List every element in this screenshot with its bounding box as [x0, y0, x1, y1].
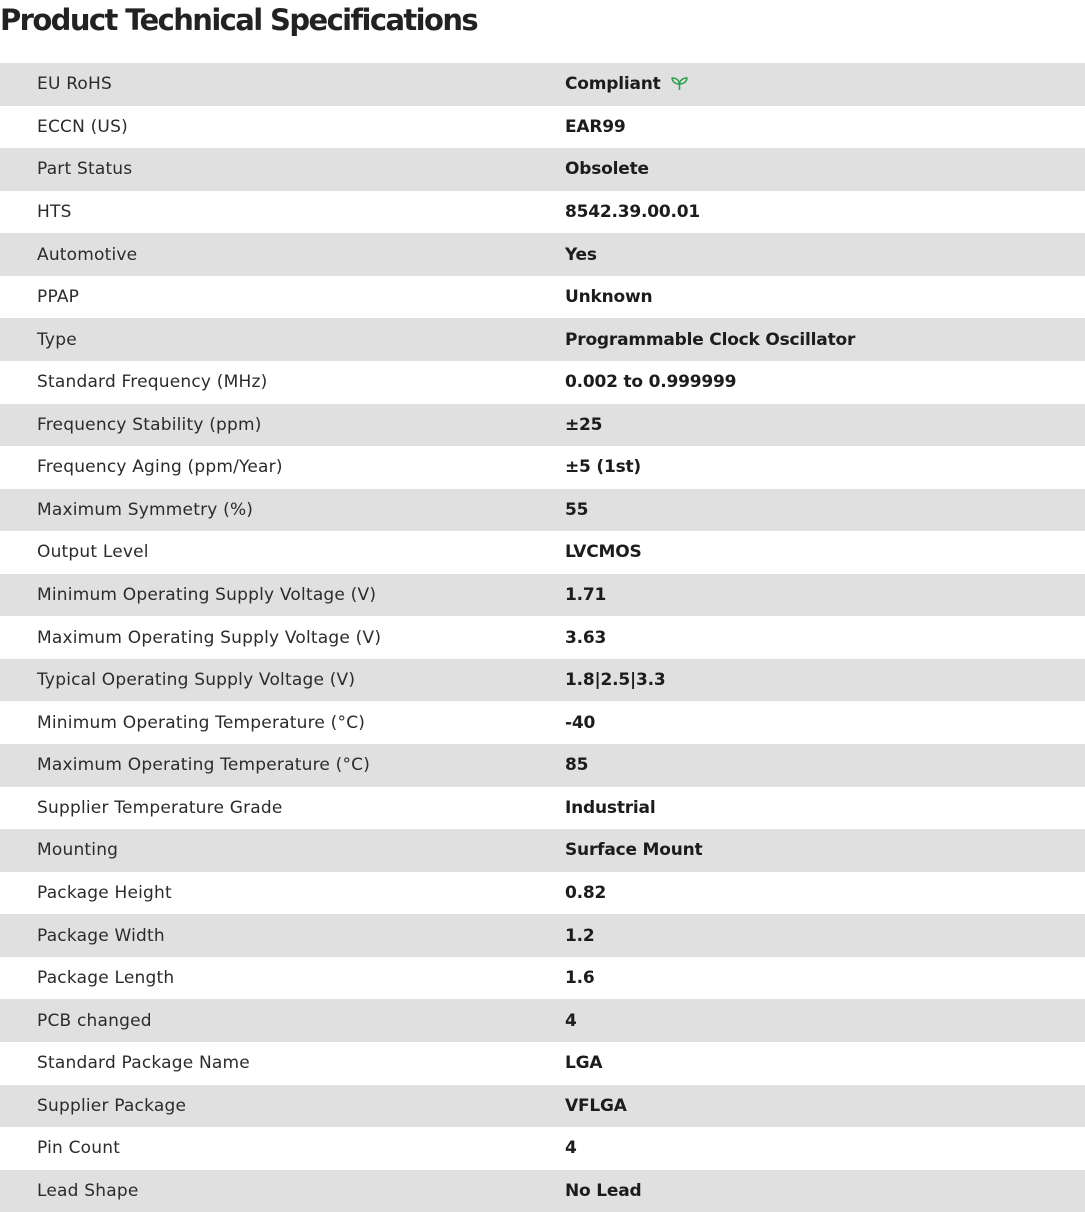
spec-attribute-label: Supplier Temperature Grade: [37, 797, 283, 818]
spec-value: -40: [565, 712, 596, 733]
spec-value-cell: [565, 1042, 1085, 1085]
spec-attribute-label: HTS: [37, 201, 72, 222]
spec-value: 1.71: [565, 585, 607, 606]
spec-row: [0, 106, 1085, 149]
spec-row: [0, 233, 1085, 276]
spec-row: [0, 701, 1085, 744]
spec-row: [0, 1042, 1085, 1085]
spec-row: [0, 276, 1085, 319]
spec-row: [0, 616, 1085, 659]
spec-value: 8542.39.00.01: [565, 201, 701, 222]
spec-row: [0, 659, 1085, 702]
spec-value: 55: [565, 499, 589, 520]
spec-value-cell: [565, 531, 1085, 574]
spec-row: [0, 957, 1085, 1000]
spec-value: Unknown: [565, 287, 653, 308]
spec-value-cell: [565, 914, 1085, 957]
spec-attribute-label: Output Level: [37, 542, 149, 563]
spec-value: 0.82: [565, 882, 607, 903]
spec-attribute-label: Package Length: [37, 968, 175, 989]
spec-row: [0, 914, 1085, 957]
spec-attribute-label: Supplier Package: [37, 1095, 187, 1116]
spec-value: EAR99: [565, 116, 626, 137]
spec-value: 4: [565, 1010, 577, 1031]
spec-value: Compliant: [565, 74, 661, 95]
spec-attribute-label: EU RoHS: [37, 74, 113, 95]
spec-value-cell: [565, 191, 1085, 234]
spec-attribute-label: Maximum Symmetry (%): [37, 499, 254, 520]
spec-value-cell: [565, 787, 1085, 830]
spec-attribute-label: Maximum Operating Supply Voltage (V): [37, 627, 382, 648]
spec-value-cell: [565, 872, 1085, 915]
spec-value: Surface Mount: [565, 840, 703, 861]
spec-value: 0.002 to 0.999999: [565, 372, 737, 393]
spec-value-cell: [565, 744, 1085, 787]
spec-row: [0, 574, 1085, 617]
spec-row: [0, 1085, 1085, 1128]
spec-attribute-label: Package Height: [37, 882, 172, 903]
spec-value-cell: [565, 701, 1085, 744]
spec-attribute-label: Type: [37, 329, 77, 350]
spec-value: VFLGA: [565, 1095, 627, 1116]
spec-attribute-label: ECCN (US): [37, 116, 128, 137]
spec-row: [0, 404, 1085, 447]
spec-row: [0, 446, 1085, 489]
spec-row: [0, 787, 1085, 830]
spec-value-cell: [565, 1127, 1085, 1170]
spec-row: [0, 318, 1085, 361]
spec-value-cell: [565, 957, 1085, 1000]
spec-value: LGA: [565, 1053, 603, 1074]
spec-value: Yes: [565, 244, 597, 265]
spec-value-cell: [565, 404, 1085, 447]
spec-value-cell: [565, 318, 1085, 361]
spec-row: [0, 744, 1085, 787]
specs-table-body: [0, 63, 1085, 1212]
spec-attribute-label: Mounting: [37, 840, 119, 861]
spec-attribute-label: Standard Frequency (MHz): [37, 372, 268, 393]
spec-attribute-label: PCB changed: [37, 1010, 152, 1031]
spec-row: [0, 999, 1085, 1042]
spec-value: Programmable Clock Oscillator: [565, 329, 856, 350]
spec-row: [0, 829, 1085, 872]
spec-attribute-label: Lead Shape: [37, 1180, 139, 1201]
spec-attribute-label: Standard Package Name: [37, 1053, 250, 1074]
spec-value: No Lead: [565, 1180, 642, 1201]
spec-value-cell: [565, 616, 1085, 659]
spec-value: ±5 (1st): [565, 457, 642, 478]
spec-value-cell: [565, 446, 1085, 489]
spec-value-cell: [565, 148, 1085, 191]
spec-attribute-label: Frequency Stability (ppm): [37, 414, 262, 435]
spec-row: [0, 1127, 1085, 1170]
spec-value: 1.2: [565, 925, 595, 946]
spec-attribute-label: Minimum Operating Temperature (°C): [37, 712, 366, 733]
spec-value: Industrial: [565, 797, 656, 818]
spec-row: [0, 148, 1085, 191]
spec-value-cell: [565, 999, 1085, 1042]
spec-value-cell: [565, 106, 1085, 149]
spec-value: Obsolete: [565, 159, 649, 180]
spec-attribute-label: Pin Count: [37, 1138, 121, 1159]
spec-row: [0, 63, 1085, 106]
spec-value-cell: [565, 361, 1085, 404]
spec-attribute-label: Typical Operating Supply Voltage (V): [37, 670, 356, 691]
spec-value-cell: [565, 489, 1085, 532]
leaf-icon: [670, 76, 689, 91]
specs-table: [0, 63, 1085, 1212]
spec-value-cell: [565, 63, 1085, 106]
spec-attribute-label: Minimum Operating Supply Voltage (V): [37, 585, 377, 606]
spec-value-cell: [565, 276, 1085, 319]
spec-value-cell: [565, 659, 1085, 702]
spec-attribute-label: Automotive: [37, 244, 138, 265]
spec-value-cell: [565, 1085, 1085, 1128]
spec-row: [0, 531, 1085, 574]
spec-row: [0, 1170, 1085, 1212]
spec-value-cell: [565, 233, 1085, 276]
spec-attribute-label: PPAP: [37, 287, 80, 308]
spec-value: ±25: [565, 414, 603, 435]
spec-row: [0, 489, 1085, 532]
spec-value-cell: [565, 829, 1085, 872]
page-title: Product Technical Specifications: [0, 3, 478, 37]
spec-value: 4: [565, 1138, 577, 1159]
spec-value-cell: [565, 1170, 1085, 1212]
spec-value: 3.63: [565, 627, 607, 648]
spec-value: LVCMOS: [565, 542, 642, 563]
spec-value: 1.8|2.5|3.3: [565, 670, 666, 691]
spec-row: [0, 361, 1085, 404]
spec-attribute-label: Package Width: [37, 925, 165, 946]
spec-value: 85: [565, 755, 589, 776]
spec-value-cell: [565, 574, 1085, 617]
spec-row: [0, 872, 1085, 915]
spec-attribute-label: Maximum Operating Temperature (°C): [37, 755, 371, 776]
spec-attribute-label: Frequency Aging (ppm/Year): [37, 457, 283, 478]
spec-value: 1.6: [565, 968, 595, 989]
spec-attribute-label: Part Status: [37, 159, 133, 180]
spec-row: [0, 191, 1085, 234]
